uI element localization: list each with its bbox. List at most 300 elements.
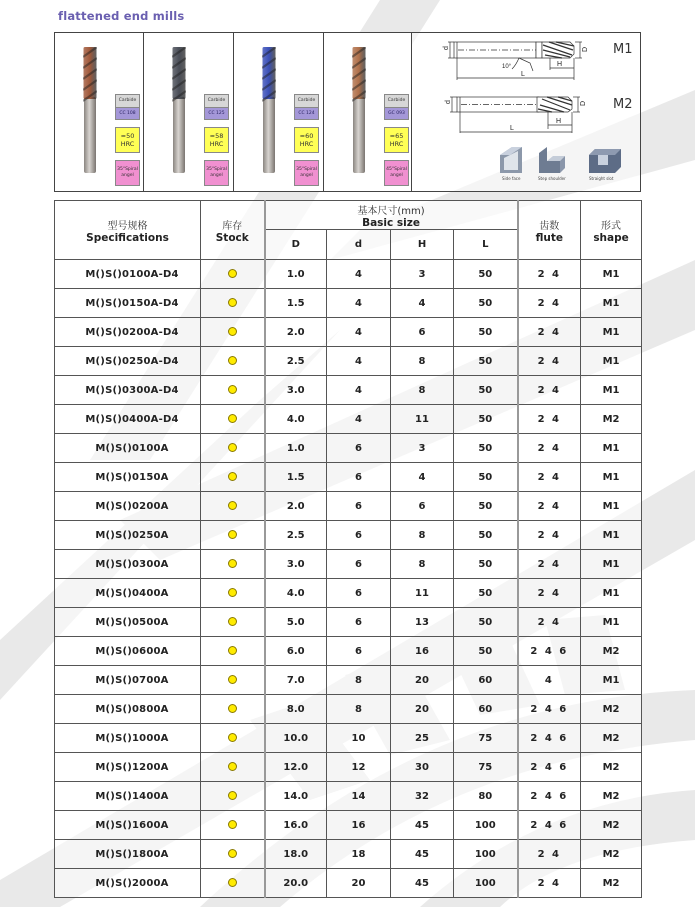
H-cell-value: 25 [415,732,429,744]
table-row [55,463,642,492]
stock-indicator-icon [228,414,237,423]
stock-indicator-icon [228,646,237,655]
flute-cell [518,579,581,608]
H-cell [391,492,454,521]
spec-cell-value: M()S()1400A [95,790,169,802]
material-tag: Carbide [384,94,409,107]
flute-cell-value: 2 4 [537,500,561,512]
spiral-tag [204,160,229,186]
L-cell-value: 60 [478,674,493,686]
L-cell [454,608,518,637]
header-shape-en: shape [593,231,629,244]
H-cell [391,724,454,753]
shape-cell [581,318,642,347]
H-cell-value: 32 [415,790,429,802]
material-tag: Carbide [294,94,319,107]
d-cell [327,405,391,434]
hardness-tag [115,127,140,153]
flute-cell [518,521,581,550]
stock-cell [201,753,265,782]
spiral-unit: angel [210,173,223,178]
H-cell [391,840,454,869]
stock-cell [201,347,265,376]
product-card [144,33,234,191]
H-cell [391,318,454,347]
d-cell-value: 8 [355,703,362,715]
d-cell-value: 4 [355,297,362,309]
flute-cell [518,434,581,463]
flute-cell-value: 2 4 6 [530,819,569,831]
shape-cell-value: M2 [602,413,620,425]
header-H: H [391,230,454,260]
L-cell [454,753,518,782]
shape-cell [581,492,642,521]
spec-cell-value: M()S()0250A [95,529,169,541]
L-cell [454,666,518,695]
spiral-unit: angel [390,173,403,178]
shape-cell-value: M2 [602,732,620,744]
spiral-unit: angel [300,173,313,178]
H-cell-value: 8 [418,355,426,367]
D-cell [265,753,327,782]
operation-step-shoulder: Step shoulder [538,176,566,181]
L-cell-value: 50 [478,268,493,280]
L-cell [454,782,518,811]
flute-cell-value: 2 4 [537,326,561,338]
shape-cell-value: M1 [602,384,620,396]
D-cell-value: 8.0 [286,703,305,715]
header-flute-cn: 齿数 [539,220,560,232]
spec-cell-value: M()S()1800A [95,848,169,860]
d-cell [327,318,391,347]
D-cell-value: 2.0 [286,326,305,338]
end-mill-image [352,47,366,175]
stock-indicator-icon [228,472,237,481]
d-cell [327,376,391,405]
d-cell [327,869,391,898]
shape-cell-value: M2 [602,761,620,773]
H-cell-value: 45 [415,877,429,889]
hardness-tag [384,127,409,153]
D-cell-value: 1.0 [286,268,305,280]
H-cell-value: 8 [418,384,426,396]
stock-cell [201,724,265,753]
D-cell-value: 3.0 [286,558,305,570]
L-cell-value: 50 [478,645,493,657]
grade-tag: GC 093 [384,107,409,120]
H-cell-value: 3 [418,268,426,280]
grade-tag: CC 125 [204,107,229,120]
section-title: flattened end mills [58,9,185,23]
flute-cell-value: 2 4 [537,558,561,570]
shape-cell-value: M1 [602,442,620,454]
stock-indicator-icon [228,501,237,510]
spec-cell [55,782,201,811]
shape-cell [581,579,642,608]
H-cell-value: 11 [415,413,429,425]
table-row [55,695,642,724]
stock-indicator-icon [228,820,237,829]
L-cell [454,637,518,666]
D-cell-value: 1.5 [286,471,305,483]
d-cell [327,840,391,869]
shape-cell [581,608,642,637]
product-card [324,33,412,191]
D-cell-value: 14.0 [283,790,309,802]
header-stock-cn: 库存 [222,220,243,232]
L-cell [454,376,518,405]
shape-cell-value: M1 [602,674,620,686]
flute-cell-value: 2 4 [537,297,561,309]
L-cell [454,463,518,492]
D-cell-value: 4.0 [286,587,305,599]
table-body [55,260,642,898]
L-cell-value: 50 [478,442,493,454]
product-tags [384,94,409,186]
shape-cell [581,463,642,492]
stock-cell [201,318,265,347]
end-mill-image [262,47,276,175]
stock-cell [201,463,265,492]
D-cell [265,550,327,579]
spec-cell [55,463,201,492]
straight-slot-icon [589,149,621,173]
L-cell-value: 50 [478,616,493,628]
H-cell-value: 20 [415,674,429,686]
d-cell [327,463,391,492]
d-cell-value: 20 [351,877,366,889]
header-shape-cn: 形式 [601,220,622,232]
spiral-tag [294,160,319,186]
H-cell-value: 20 [415,703,429,715]
D-cell [265,347,327,376]
H-cell-value: 3 [418,442,426,454]
stock-cell [201,376,265,405]
d-cell-value: 4 [355,384,362,396]
dimension-drawing [412,33,641,193]
L-cell [454,260,518,289]
H-cell [391,463,454,492]
spec-cell [55,724,201,753]
D-cell-value: 6.0 [286,645,305,657]
table-row [55,405,642,434]
table-row [55,347,642,376]
table-row [55,840,642,869]
flute-cell-value: 4 [544,674,554,686]
d-cell [327,521,391,550]
d-cell-value: 6 [355,529,362,541]
stock-indicator-icon [228,269,237,278]
D-cell [265,666,327,695]
spec-cell [55,637,201,666]
spiral-value: 35°Spiral [117,166,138,172]
d-cell [327,637,391,666]
table-row [55,376,642,405]
D-cell-value: 3.0 [286,384,305,396]
spec-cell [55,579,201,608]
shape-cell [581,405,642,434]
spec-cell [55,318,201,347]
table-row [55,289,642,318]
H-cell-value: 16 [415,645,429,657]
hardness-unit: HRC [299,140,314,148]
spec-cell-value: M()S()1200A [95,761,169,773]
shape-cell [581,724,642,753]
H-cell-value: 11 [415,587,429,599]
L-cell-value: 100 [474,848,496,860]
L-cell-value: 50 [478,413,493,425]
H-cell [391,347,454,376]
stock-indicator-icon [228,298,237,307]
H-cell [391,608,454,637]
L-cell [454,318,518,347]
material-tag: Carbide [115,94,140,107]
flute-cell [518,811,581,840]
product-card [234,33,324,191]
product-tags [204,94,229,186]
technical-diagram [412,33,640,191]
D-cell-value: 1.0 [286,442,305,454]
hardness-value: ≈58 [209,131,224,140]
hardness-value: ≈65 [389,131,404,140]
D-cell-value: 20.0 [283,877,309,889]
d-cell-value: 8 [355,674,362,686]
H-cell [391,869,454,898]
table-row [55,492,642,521]
d-cell-value: 14 [351,790,366,802]
d-cell [327,579,391,608]
H-cell [391,637,454,666]
flute-cell [518,782,581,811]
flute-cell-value: 2 4 6 [530,761,569,773]
L-cell [454,550,518,579]
D-cell [265,695,327,724]
stock-cell [201,869,265,898]
stock-indicator-icon [228,588,237,597]
spec-cell [55,811,201,840]
header-basic-cn: 基本尺寸(mm) [357,205,425,217]
D-cell-value: 4.0 [286,413,305,425]
spiral-tag [384,160,409,186]
shape-cell-value: M1 [602,326,620,338]
header-stock [201,201,265,260]
L-cell-value: 50 [478,558,493,570]
stock-cell [201,666,265,695]
shape-cell [581,840,642,869]
D-cell [265,811,327,840]
flute-cell [518,405,581,434]
spiral-value: 45°Spiral [386,166,407,172]
stock-cell [201,782,265,811]
shape-cell-value: M1 [602,471,620,483]
shape-cell-value: M2 [602,819,620,831]
H-cell [391,434,454,463]
shape-m2-label: M2 [613,97,633,112]
spiral-value: 35°Spiral [206,166,227,172]
shape-m1-label: M1 [613,42,633,57]
stock-cell [201,289,265,318]
d-cell-value: 4 [355,413,362,425]
D-cell [265,521,327,550]
D-cell-value: 7.0 [286,674,305,686]
flute-cell [518,695,581,724]
L-cell [454,521,518,550]
shape-cell-value: M2 [602,703,620,715]
d-cell [327,608,391,637]
table-row [55,782,642,811]
d-cell [327,695,391,724]
spec-cell-value: M()S()2000A [95,877,169,889]
flute-cell [518,260,581,289]
flute-cell-value: 2 4 6 [530,645,569,657]
H-cell [391,782,454,811]
specification-table [54,200,642,898]
shape-cell-value: M2 [602,848,620,860]
flute-cell [518,550,581,579]
stock-indicator-icon [228,704,237,713]
stock-indicator-icon [228,791,237,800]
spec-cell-value: M()S()0300A-D4 [85,384,179,396]
shank [173,97,185,173]
stock-indicator-icon [228,530,237,539]
header-D: D [265,230,327,260]
d-cell-value: 6 [355,587,362,599]
hardness-tag [294,127,319,153]
shape-cell-value: M1 [602,500,620,512]
header-spec-cn: 型号规格 [107,220,148,232]
end-mill-image [83,47,97,175]
flute-cell [518,608,581,637]
d-cell [327,347,391,376]
header-specifications [55,201,201,260]
L-cell-value: 50 [478,297,493,309]
table-row [55,550,642,579]
D-cell-value: 2.5 [286,355,305,367]
d-cell-value: 4 [355,326,362,338]
D-cell [265,318,327,347]
flute-cell-value: 2 4 [537,442,561,454]
flute-cell-value: 2 4 6 [530,732,569,744]
stock-indicator-icon [228,559,237,568]
d-cell-value: 6 [355,471,362,483]
D-cell [265,434,327,463]
stock-cell [201,550,265,579]
spec-cell [55,550,201,579]
d-cell-value: 6 [355,645,362,657]
H-cell [391,550,454,579]
H-cell-value: 45 [415,819,429,831]
D-cell [265,637,327,666]
shank [263,97,275,173]
spec-cell-value: M()S()0250A-D4 [85,355,179,367]
header-shape [581,201,642,260]
stock-indicator-icon [228,849,237,858]
d-cell [327,492,391,521]
L-cell-value: 75 [478,761,493,773]
spec-cell [55,666,201,695]
D-cell-value: 1.5 [286,297,305,309]
shape-cell-value: M1 [602,587,620,599]
D-cell [265,492,327,521]
flute-cell-value: 2 4 [537,355,561,367]
H-cell [391,521,454,550]
table-row [55,724,642,753]
dim-d-label-m2: d [445,100,452,104]
D-cell [265,405,327,434]
shape-cell-value: M1 [602,616,620,628]
L-cell [454,869,518,898]
spec-cell [55,492,201,521]
shape-cell-value: M2 [602,645,620,657]
spec-cell-value: M()S()0700A [95,674,169,686]
dim-d-label-m1: d [443,46,450,50]
dim-D-label-m1: D [582,46,589,52]
stock-cell [201,521,265,550]
d-cell-value: 10 [351,732,366,744]
table-row [55,434,642,463]
dim-L-label-m2: L [510,125,514,132]
header-spec-en: Specifications [86,231,169,244]
shape-cell [581,782,642,811]
L-cell-value: 50 [478,384,493,396]
stock-indicator-icon [228,385,237,394]
L-cell [454,695,518,724]
header-d: d [327,230,391,260]
H-cell-value: 4 [418,297,426,309]
L-cell-value: 100 [474,819,496,831]
spec-cell [55,260,201,289]
d-cell [327,811,391,840]
shape-cell [581,550,642,579]
header-basic-en: Basic size [362,216,420,229]
hardness-unit: HRC [120,140,135,148]
shape-cell-value: M1 [602,529,620,541]
stock-indicator-icon [228,762,237,771]
D-cell-value: 10.0 [283,732,309,744]
d-cell-value: 4 [355,355,362,367]
shape-cell [581,376,642,405]
product-tags [115,94,140,186]
header-basic-size [265,201,518,230]
shape-cell [581,347,642,376]
L-cell-value: 60 [478,703,493,715]
dim-H-label-m2: H [556,118,562,125]
flute-cell [518,492,581,521]
D-cell-value: 18.0 [283,848,309,860]
spec-cell [55,608,201,637]
product-tags [294,94,319,186]
table-row [55,753,642,782]
L-cell [454,840,518,869]
table-row [55,521,642,550]
spec-cell-value: M()S()0100A [95,442,169,454]
spec-cell-value: M()S()0400A-D4 [85,413,179,425]
H-cell-value: 6 [418,326,426,338]
operation-straight-slot: Straight slot [589,176,614,181]
L-cell [454,347,518,376]
H-cell [391,753,454,782]
spec-cell-value: M()S()0150A [95,471,169,483]
spec-cell [55,753,201,782]
stock-indicator-icon [228,878,237,887]
D-cell [265,840,327,869]
hardness-value: ≈60 [299,131,314,140]
stock-indicator-icon [228,443,237,452]
L-cell-value: 80 [478,790,493,802]
header-stock-en: Stock [215,231,249,244]
spec-cell [55,434,201,463]
D-cell [265,289,327,318]
